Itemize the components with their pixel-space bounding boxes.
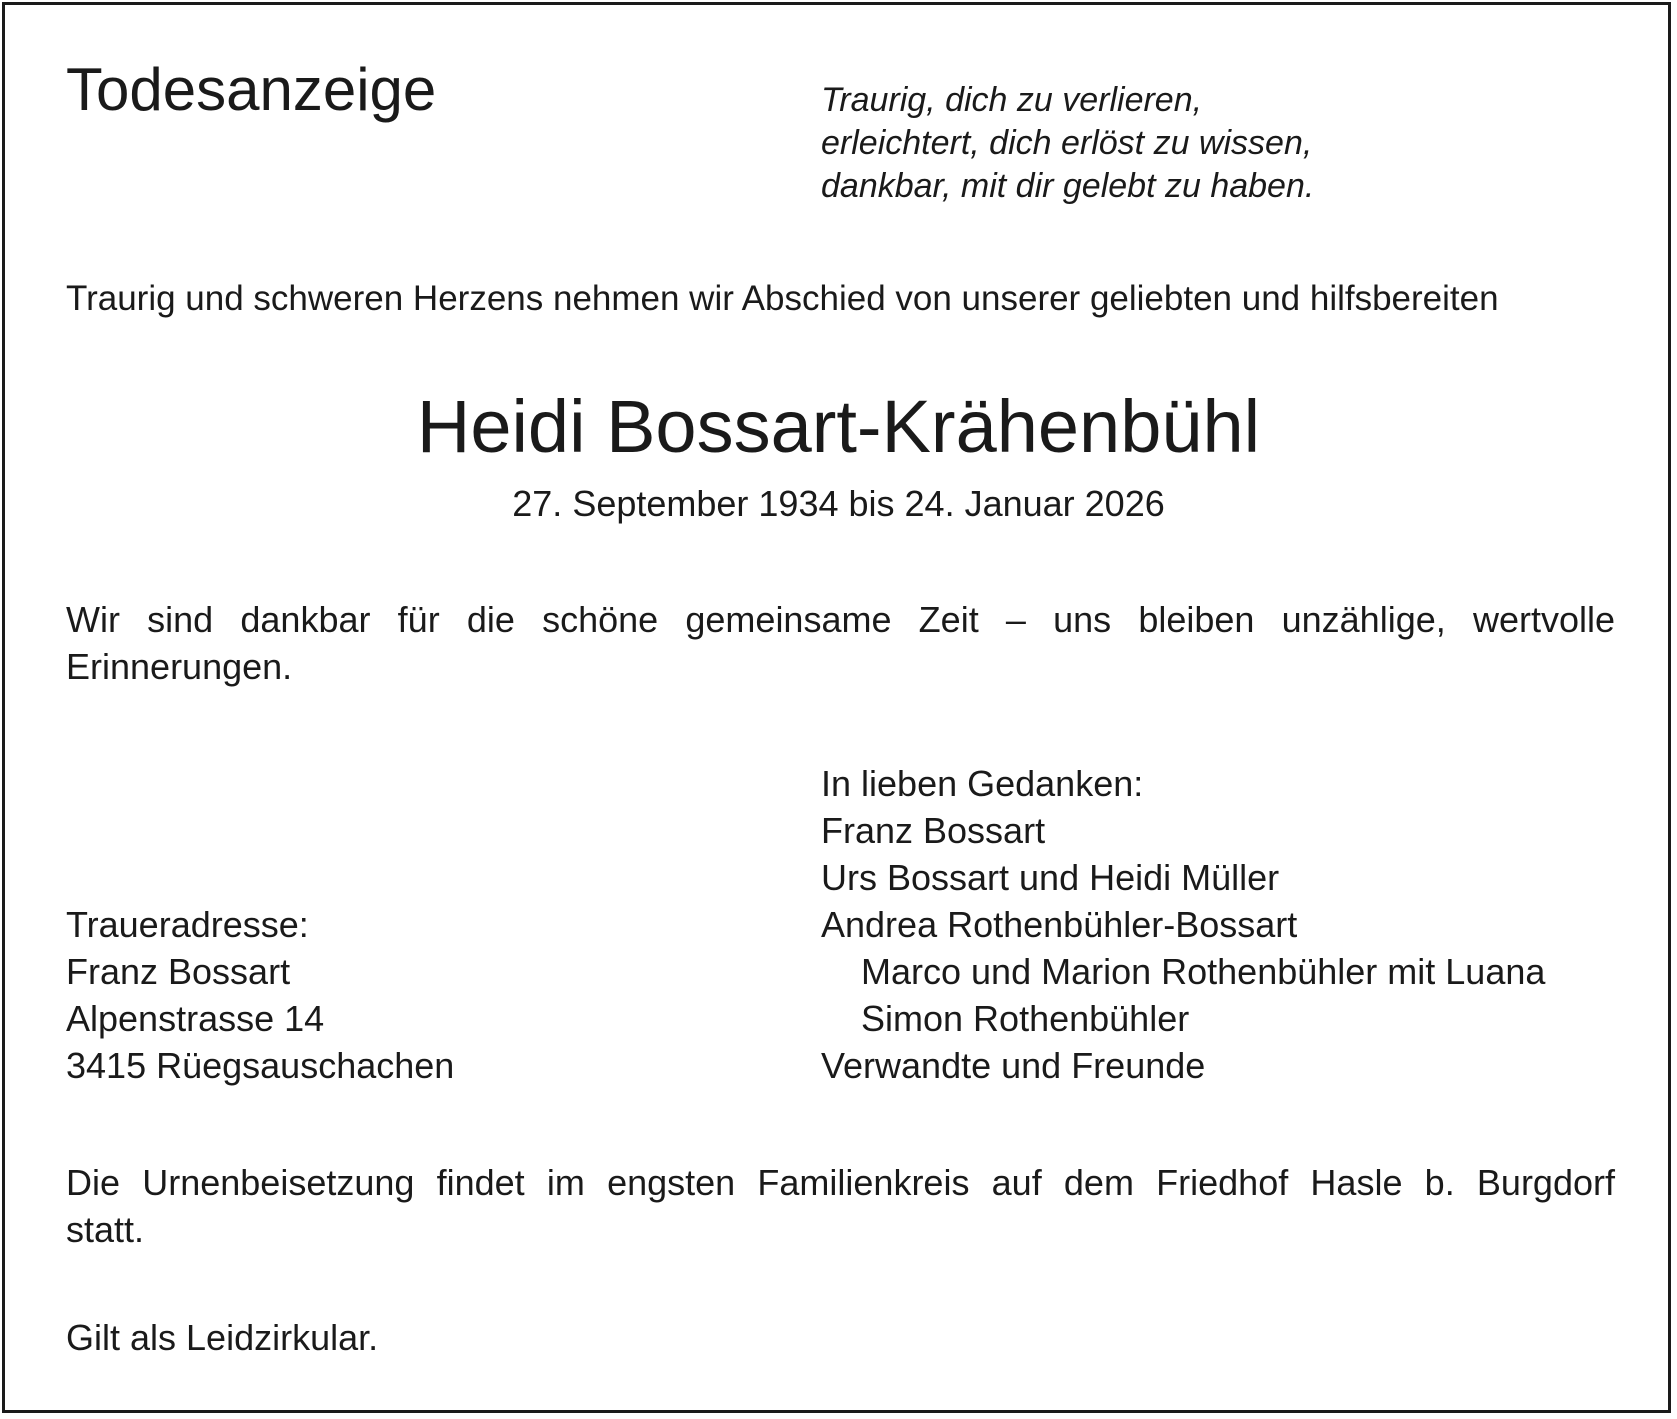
address-label: Traueradresse: bbox=[66, 904, 309, 945]
address-city: 3415 Rüegsauschachen bbox=[66, 1045, 455, 1086]
mourning-address bbox=[66, 901, 454, 1089]
intro-text: Traurig und schweren Herzens nehmen wir Abschied von unserer geliebten und hilfsbereiten bbox=[66, 279, 1499, 318]
circular-note: Gilt als Leidzirkular. bbox=[66, 1317, 379, 1358]
address-street: Alpenstrasse 14 bbox=[66, 998, 325, 1039]
mourner-line: Verwandte und Freunde bbox=[821, 1045, 1206, 1086]
mourner-line: Marco und Marion Rothenbühler mit Luana bbox=[861, 951, 1546, 992]
mourner-line: Franz Bossart bbox=[821, 810, 1046, 851]
mourner-line: Andrea Rothenbühler-Bossart bbox=[821, 904, 1298, 945]
address-name: Franz Bossart bbox=[66, 951, 291, 992]
burial-note: Die Urnenbeisetzung findet im engsten Familienkreis auf dem Friedhof Hasle b. Burgdorf statt. bbox=[66, 1162, 1615, 1250]
motto-line: erleichtert, dich erlöst zu wissen, bbox=[821, 124, 1313, 162]
gratitude-text: Wir sind dankbar für die schöne gemeinsame Zeit – uns bleiben unzählige, wertvolle Erinnerungen. bbox=[66, 599, 1615, 687]
mourners-list bbox=[821, 760, 1545, 1089]
life-dates: 27. September 1934 bis 24. Januar 2026 bbox=[512, 483, 1165, 524]
motto-verse bbox=[821, 79, 1314, 208]
mourner-line: Simon Rothenbühler bbox=[861, 998, 1190, 1039]
motto-line: Traurig, dich zu verlieren, bbox=[821, 81, 1203, 119]
mourner-line: Urs Bossart und Heidi Müller bbox=[821, 857, 1280, 898]
motto-line: dankbar, mit dir gelebt zu haben. bbox=[821, 167, 1315, 205]
notice-heading: Todesanzeige bbox=[66, 56, 437, 123]
mourners-heading: In lieben Gedanken: bbox=[821, 763, 1144, 804]
deceased-name: Heidi Bossart-Krähenbühl bbox=[416, 385, 1261, 468]
